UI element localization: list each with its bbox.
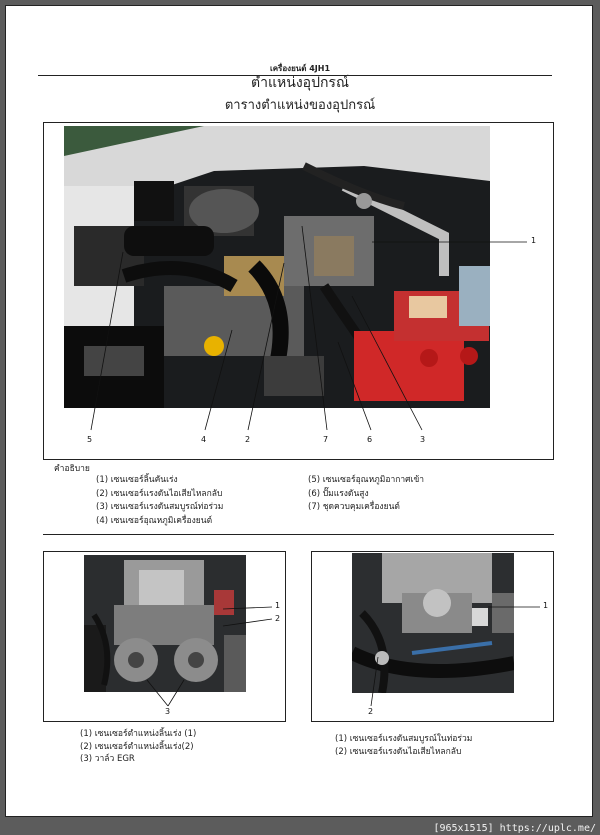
legend-item: (5) เซนเซอร์อุณหภูมิอากาศเข้า [308, 475, 425, 485]
legend-heading: คำอธิบาย [54, 464, 90, 474]
page-title: ตำแหน่งอุปกรณ์ [251, 75, 349, 91]
caption-item: (1) เซนเซอร์แรงดันสมบูรณ์ในท่อร่วม [335, 734, 473, 744]
section-header: เครื่องยนต์ 4JH1 [269, 64, 331, 73]
callout-4: 4 [201, 435, 207, 444]
caption-item: (2) เซนเซอร์แรงดันไอเสียไหลกลับ [335, 746, 462, 757]
footer-watermark: [965x1515] https://uplc.me/ [433, 823, 596, 834]
page-subtitle: ตารางตำแหน่งของอุปกรณ์ [224, 98, 376, 113]
legend-item: (1) เซนเซอร์ลิ้นคันเร่ง [96, 475, 178, 485]
callout-5: 5 [87, 435, 93, 444]
right-figure-caption [335, 733, 472, 758]
caption-item: (3) วาล์ว EGR [80, 754, 135, 764]
callout-6: 6 [367, 435, 373, 444]
caption-item: (1) เซนเซอร์ตำแหน่งลิ้นเร่ง (1) [80, 729, 197, 739]
callout-3: 3 [165, 707, 171, 716]
callout-7: 7 [323, 435, 329, 444]
callout-2: 2 [245, 435, 251, 444]
caption-item: (2) เซนเซอร์ตำแหน่งลิ้นเร่ง(2) [80, 741, 194, 752]
legend-item: (2) เซนเซอร์แรงดันไอเสียไหลกลับ [96, 488, 223, 499]
legend-item: (7) ชุดควบคุมเครื่องยนต์ [308, 502, 400, 512]
callout-2: 2 [368, 707, 374, 716]
callout-1: 1 [531, 236, 537, 245]
callout-3: 3 [420, 435, 426, 444]
callout-1: 1 [275, 601, 281, 610]
legend-item: (6) ปั๊มแรงดันสูง [308, 488, 369, 499]
legend-item: (4) เซนเซอร์อุณหภูมิเครื่องยนต์ [96, 515, 213, 526]
callout-1: 1 [543, 601, 549, 610]
legend-item: (3) เซนเซอร์แรงดันสมบูรณ์ท่อร่วม [96, 502, 224, 512]
callout-2: 2 [275, 614, 281, 623]
